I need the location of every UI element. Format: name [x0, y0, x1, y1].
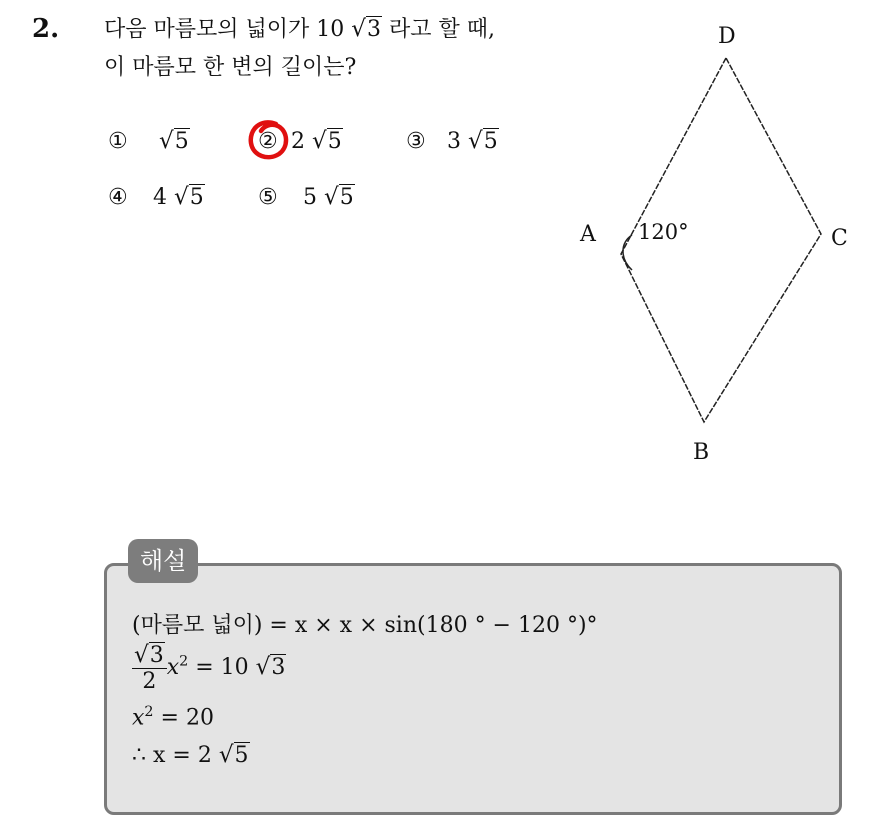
angle-label: 120°: [638, 220, 689, 244]
solution-line-1: [132, 608, 598, 639]
choice-1[interactable]: [108, 128, 190, 154]
choice-mark: ④: [108, 185, 128, 210]
vertex-label-c: C: [831, 226, 848, 251]
choice-radical: √5: [468, 128, 498, 154]
choice-radical: √5: [159, 128, 189, 154]
solution-line-2-post: = 10: [195, 655, 249, 680]
choice-mark: ⑤: [258, 185, 278, 210]
vertex-label-a: A: [580, 222, 596, 247]
choice-coef: 3: [447, 129, 461, 154]
question-line-2: 이 마름모 한 변의 길이는?: [104, 55, 357, 80]
choice-coef: 2: [291, 129, 305, 154]
solution-tag: 해설: [128, 539, 198, 583]
choice-radical: √5: [174, 184, 204, 210]
choice-4[interactable]: [108, 184, 205, 210]
question-number: 2.: [32, 14, 60, 44]
solution-fraction: $\frac{√3}{2}$: [132, 642, 167, 694]
solution-line-2-radical: √3: [255, 654, 286, 680]
question-line-1: [104, 12, 495, 43]
solution-line-2: $\frac{√3}{2}$ $x^2 = 10$ √3: [134, 642, 286, 694]
solution-line-3: $x^2 = 20$: [132, 704, 214, 731]
solution-line-4-radical: √5: [218, 742, 249, 768]
question-text-post: 라고 할 때,: [388, 17, 495, 42]
solution-line-1-pre: (마름모 넓이): [132, 613, 263, 638]
question-text-pre: 다음 마름모의 넓이가 10: [104, 17, 345, 42]
vertex-label-d: D: [718, 24, 736, 49]
angle-arc: [623, 235, 632, 270]
question-radical: √3: [351, 16, 381, 42]
choice-coef: 4: [153, 185, 167, 210]
choice-radical: √5: [312, 128, 342, 154]
choice-mark: ①: [108, 129, 128, 154]
solution-line-1-eq: = x × x × sin(180 ° − 120 °)°: [269, 613, 598, 638]
choice-mark: ③: [406, 129, 426, 154]
choice-3[interactable]: [406, 128, 499, 154]
answer-circle-mark: [246, 116, 294, 164]
choice-radical: √5: [324, 184, 354, 210]
choice-mark: ②: [258, 129, 278, 154]
choice-coef: 5: [303, 185, 317, 210]
solution-line-4: ∴ x = 2 √5: [132, 742, 249, 768]
vertex-label-b: B: [693, 440, 710, 465]
choice-5[interactable]: [258, 184, 355, 210]
